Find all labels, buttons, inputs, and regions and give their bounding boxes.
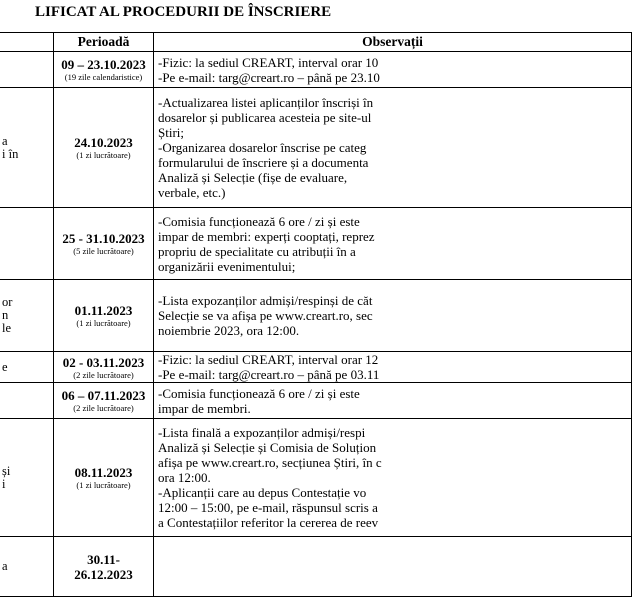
period-cell	[54, 383, 154, 419]
observations-cell	[154, 352, 632, 383]
observation-line: -Pe e-mail: targ@creart.ro – până pe 23.10	[158, 69, 380, 85]
observation-line: Selecție se va afișa pe www.creart.ro, sec	[158, 308, 373, 323]
observation-line: 12:00 – 15:00, pe e-mail, răspunsul scris a	[158, 500, 378, 515]
table-row	[0, 280, 632, 352]
stage-cell	[0, 208, 54, 280]
period-dates: 09 – 23.10.2023	[61, 57, 146, 72]
period-cell	[54, 52, 154, 88]
stage-cell	[0, 537, 54, 597]
stage-line: n	[2, 308, 9, 322]
observation-line: a Contestațiilor referitor la cererea de reev	[158, 515, 379, 530]
period-cell	[54, 88, 154, 208]
observation-line: -Aplicanții care au depus Contestație vo	[158, 485, 367, 500]
period-duration: (1 zi lucrătoare)	[76, 480, 131, 490]
stage-line: i în	[2, 146, 19, 161]
table-row	[0, 383, 632, 419]
observation-line: dosarelor și publicarea acesteia pe site-ul	[158, 110, 372, 125]
period-dates: 30.11- 26.12.2023	[74, 551, 133, 582]
period-dates: 01.11.2023	[74, 303, 133, 318]
observation-line: verbale, etc.)	[158, 185, 226, 200]
observation-line: afișa pe www.creart.ro, secțiunea Știri, în c	[158, 455, 382, 470]
observation-line: -Comisia funcționează 6 ore / zi și este	[158, 385, 360, 401]
table-body	[0, 52, 632, 597]
stage-cell	[0, 352, 54, 383]
table-header-row	[0, 33, 632, 52]
observation-line: noiembrie 2023, ora 12:00.	[158, 323, 300, 338]
header-stage	[0, 33, 54, 52]
observations-cell	[154, 419, 632, 537]
table-row	[0, 537, 632, 597]
observation-line: impar de membri.	[158, 400, 251, 416]
observations-cell	[154, 280, 632, 352]
stage-line: le	[2, 321, 12, 335]
table-row	[0, 52, 632, 88]
period-cell	[54, 280, 154, 352]
table-row	[0, 419, 632, 537]
observation-line: Analiză și Selecție și Comisia de Soluțion	[158, 440, 377, 455]
stage-line: a	[2, 559, 8, 573]
period-dates: 25 - 31.10.2023	[62, 231, 145, 246]
table-row	[0, 208, 632, 280]
observations-cell	[154, 537, 632, 597]
observation-line: -Pe e-mail: targ@creart.ro – până pe 03.11	[158, 367, 380, 382]
header-observations: Observații	[154, 33, 632, 52]
observation-line: -Lista expozanților admiși/respinși de căt	[158, 293, 373, 308]
observation-line: Analiză și Selecție (fișe de evaluare,	[158, 170, 348, 185]
period-dates: 02 - 03.11.2023	[62, 354, 145, 370]
table-row	[0, 352, 632, 383]
period-duration: (1 zi lucrătoare)	[76, 150, 131, 160]
stage-cell	[0, 419, 54, 537]
observation-line: propriu de specialitate cu atribuții în a	[158, 243, 356, 259]
period-cell	[54, 537, 154, 597]
observation-line: -Actualizarea listei aplicanților înscriși în	[158, 95, 374, 110]
period-dates: 06 – 07.11.2023	[61, 388, 146, 403]
observation-line: formularului de înscriere și a documenta	[158, 155, 369, 170]
observations-cell	[154, 208, 632, 280]
observation-line: -Fizic: la sediul CREART, interval orar 12	[158, 352, 379, 367]
stage-cell	[0, 88, 54, 208]
period-cell	[54, 208, 154, 280]
period-cell	[54, 419, 154, 537]
observations-cell	[154, 52, 632, 88]
observation-line: ora 12:00.	[158, 470, 211, 485]
stage-cell	[0, 383, 54, 419]
observation-line: organizării evenimentului;	[158, 258, 296, 274]
observation-line: -Comisia funcționează 6 ore / zi și este	[158, 213, 360, 229]
stage-line: e	[2, 359, 8, 374]
stage-line: a	[2, 133, 8, 148]
observation-line: impar de membri: experți cooptați, reprez	[158, 228, 375, 244]
period-duration: (19 zile calendaristice)	[64, 72, 143, 82]
stage-cell	[0, 280, 54, 352]
observations-cell	[154, 88, 632, 208]
observation-line: Știri;	[158, 125, 185, 140]
observation-line: -Organizarea dosarelor înscrise pe categ	[158, 140, 367, 155]
period-duration: (1 zi lucrătoare)	[76, 318, 131, 328]
period-duration: (2 zile lucrătoare)	[73, 403, 134, 413]
table-row	[0, 88, 632, 208]
observation-line: -Fizic: la sediul CREART, interval orar 10	[158, 54, 379, 70]
stage-line: și	[2, 463, 11, 478]
schedule-table	[0, 32, 632, 597]
heading-text: LIFICAT AL PROCEDURII DE ÎNSCRIERE	[35, 4, 332, 20]
observations-cell	[154, 383, 632, 419]
stage-line: or	[2, 295, 13, 309]
period-dates: 08.11.2023	[74, 465, 133, 480]
observation-line: -Lista finală a expozanților admiși/respi	[158, 425, 366, 440]
header-period: Perioadă	[54, 33, 154, 52]
period-duration: (5 zile lucrătoare)	[73, 246, 134, 256]
stage-line: i	[2, 476, 6, 491]
period-duration: (2 zile lucrătoare)	[73, 369, 134, 380]
period-dates: 24.10.2023	[74, 135, 133, 150]
stage-cell	[0, 52, 54, 88]
document-heading	[0, 2, 400, 26]
period-cell	[54, 352, 154, 383]
